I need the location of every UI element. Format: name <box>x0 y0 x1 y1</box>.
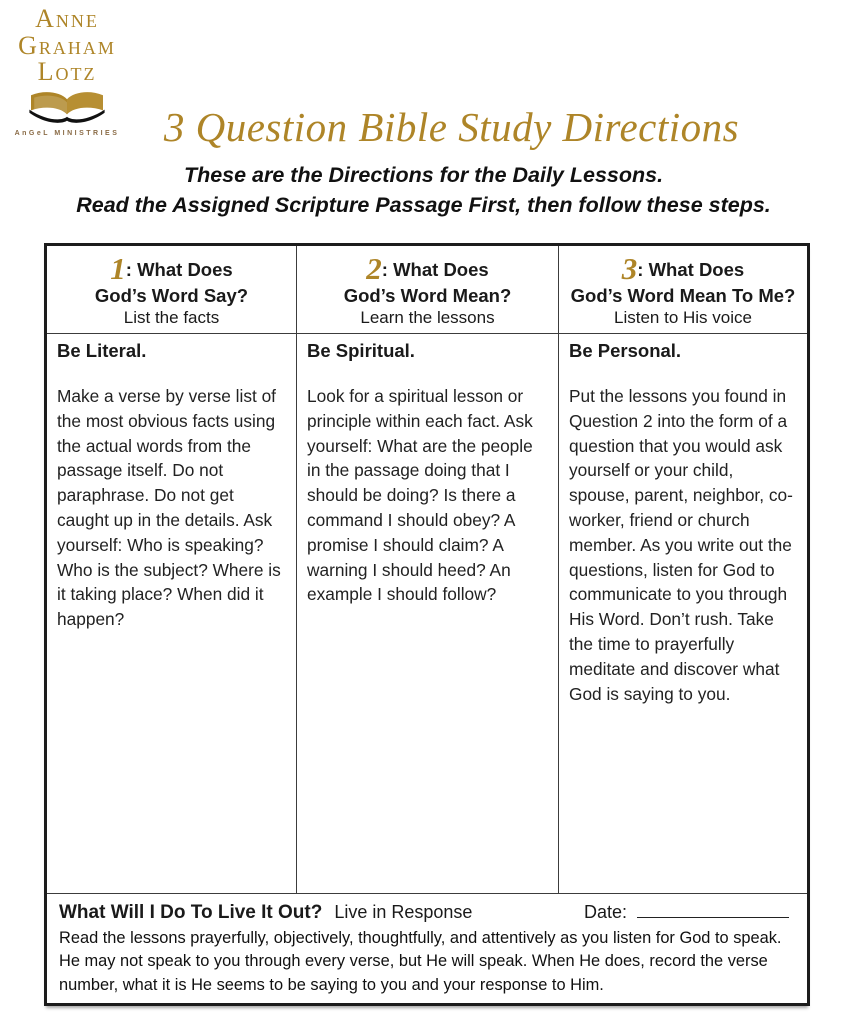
date-label: Date: <box>583 901 627 922</box>
column-2-instructions: Look for a spiritual lesson or principle within each fact. Ask yourself: What are the people in the passage doing that I should be doing? Is there a command I should obey? A promise I should claim? A warning I should heed? An example I should follow? <box>307 386 533 605</box>
column-3-heading: Be Personal. <box>569 340 682 361</box>
column-1-instructions: Make a verse by verse list of the most obvious facts using the actual words from the passage itself. Do not paraphrase. Do not get caught up in the details. Ask yourself: Who is speaking? Who is the subject? Where is it taking place? When did it happen? <box>57 386 281 630</box>
column-be-literal <box>47 330 297 893</box>
question-1-subject: God’s Word Say? <box>94 285 249 306</box>
column-be-spiritual <box>297 330 559 893</box>
footer-instructions: Read the lessons prayerfully, objectively, thoughtfully, and attentively as you listen for God to speak. He may not speak to you through every verse, but He will speak. When He does, record the verse number, what it is He seems to be saying to you and your response to Him. <box>59 928 782 994</box>
subtitle-line-1: These are the Directions for the Daily Lessons. <box>183 163 664 187</box>
question-2-subject: God’s Word Mean? <box>343 285 512 306</box>
table-footer-section <box>47 893 807 1004</box>
subtitle-line-2: Read the Assigned Scripture Passage First, then follow these steps. <box>76 193 771 217</box>
question-1-title: 1: What Does <box>110 251 233 286</box>
question-3-tagline: Listen to His voice <box>614 308 752 327</box>
logo-ministry-text: AnGeL MINISTRIES <box>14 129 120 137</box>
logo-name-line3: Lotz <box>37 57 97 87</box>
header-question-2 <box>297 246 559 334</box>
table-body-row <box>47 330 807 893</box>
column-3-instructions: Put the lessons you found in Question 2 into the form of a question that you would ask yourself or your child, spouse, parent, neighbor, co-worker, friend or church member. As you write out the questions, listen for God to communicate to you through His Word. Don’t rush. Take the time to prayerfully meditate and discover what God is saying to you. <box>569 386 793 704</box>
footer-heading-row <box>59 902 795 924</box>
question-2-number: 2 <box>366 251 382 286</box>
date-field <box>584 902 789 923</box>
table-header-row <box>47 246 807 330</box>
study-directions-table <box>44 243 810 1006</box>
logo-name-line1: Anne <box>35 4 99 33</box>
question-1-number: 1 <box>110 251 126 286</box>
footer-subheading: Live in Response <box>334 901 473 922</box>
footer-heading: What Will I Do To Live It Out? <box>59 901 323 923</box>
column-2-heading: Be Spiritual. <box>307 340 415 361</box>
column-1-heading: Be Literal. <box>57 340 147 361</box>
question-2-tagline: Learn the lessons <box>360 308 495 327</box>
header-question-3 <box>559 246 807 334</box>
page-title: 3 Question Bible Study Directions <box>163 104 740 150</box>
question-3-number: 3 <box>621 251 638 286</box>
date-blank-line <box>637 904 789 918</box>
question-1-tagline: List the facts <box>123 308 220 327</box>
question-3-subject: God’s Word Mean To Me? <box>570 285 796 306</box>
question-3-title: 3: What Does <box>621 251 745 286</box>
logo-name-line2: Graham <box>18 30 116 60</box>
column-be-personal <box>559 330 807 893</box>
header-question-1 <box>47 246 297 334</box>
question-2-title: 2: What Does <box>366 251 489 286</box>
